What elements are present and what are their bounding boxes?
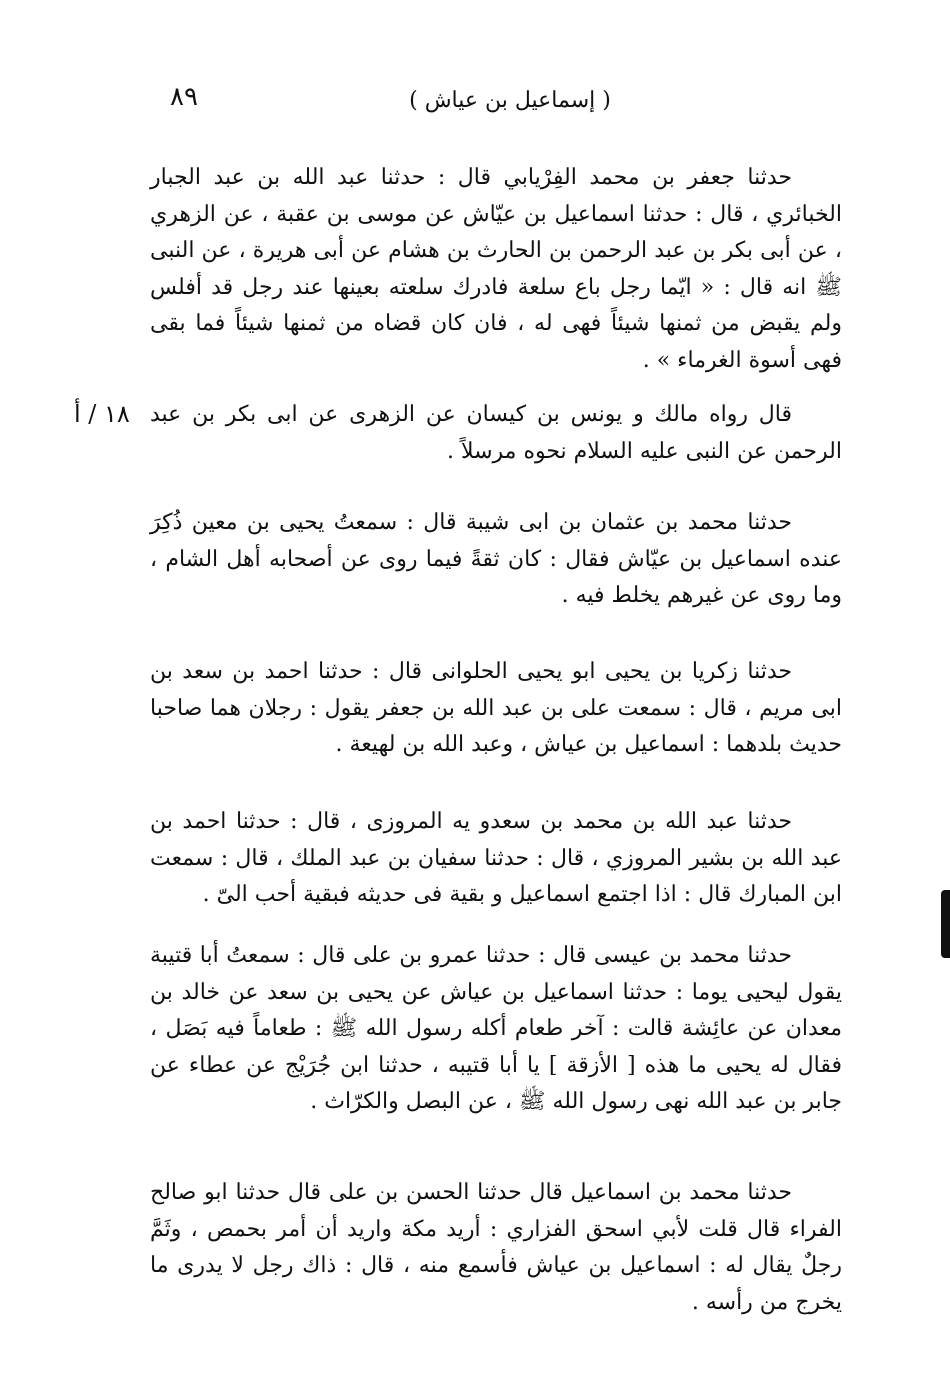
running-title: ( إسماعيل بن عياش ): [409, 88, 611, 113]
paragraph-text: حدثنا محمد بن عثمان بن ابى شيبة قال : سمعتُ يحيى بن معين ذُكِرَ عنده اسماعيل بن عيّاش فقال : كان ثقةً فيما روى عن أصحابه أهل الشام ، وما روى عن غيرهم يخلط فيه .: [150, 510, 842, 608]
paragraph-text: حدثنا جعفر بن محمد الفِرْيابي قال : حدثنا عبد الله بن عبد الجبار الخبائري ، قال : حدثنا اسماعيل بن عيّاش عن موسى بن عقبة ، عن الزهري ، عن أبى بكر بن عبد الرحمن بن الحارث بن هشام عن أبى هريرة ، عن النبى ﷺ انه قال : « ايّما رجل باع سلعة فادرك سلعته بعينها عند رجل قد أفلس ولم يقبض من ثمنها شيئاً فهى له ، فان كان قضاه من ثمنها شيئاً فما بقى فهى أسوة الغرماء » .: [150, 165, 842, 373]
paragraph-5: [150, 804, 842, 914]
paragraph-7: [150, 1175, 842, 1321]
paragraph-text: حدثنا عبد الله بن محمد بن سعدو يه المروزى ، قال : حدثنا احمد بن عبد الله بن بشير المروزي ، قال : حدثنا سفيان بن عبد الملك ، قال : سمعت ابن المبارك قال : اذا اجتمع اسماعيل و بقية فى حديثه فبقية أحب الىّ .: [150, 809, 842, 907]
page-number: ٨٩: [170, 82, 198, 112]
paragraph-text: حدثنا محمد بن عيسى قال : حدثنا عمرو بن على قال : سمعتُ أبا قتيبة يقول ليحيى يوما : حدثنا اسماعيل بن عياش عن يحيى بن سعد عن خالد بن معدان عن عائِشة قالت : آخر طعام أكله رسول الله ﷺ : طعاماً فيه بَصَل ، فقال له يحيى ما هذه [ الأزقة ] يا أبا قتيبه ، حدثنا ابن جُرَيْج عن عطاء عن جابر بن عبد الله نهى رسول الله ﷺ ، عن البصل والكرّاث .: [150, 943, 842, 1114]
paragraph-text: قال رواه مالك و يونس بن كيسان عن الزهرى عن ابى بكر بن عبد الرحمن عن النبى عليه السلام نحوه مرسلاً .: [150, 402, 842, 464]
paragraph-1: [150, 160, 842, 379]
paragraph-text: حدثنا زكريا بن يحيى ابو يحيى الحلوانى قال : حدثنا احمد بن سعد بن ابى مريم ، قال : سمعت على بن عبد الله بن جعفر يقول : رجلان هما صاحبا حديث بلدهما : اسماعيل بن عياش ، وعبد الله بن لهيعة .: [150, 659, 842, 757]
scan-edge-mark: [941, 890, 950, 958]
paragraph-3: [150, 505, 842, 615]
margin-folio-note: ١٨ / أ: [74, 400, 130, 428]
paragraph-2: [150, 397, 842, 470]
paragraph-4: [150, 654, 842, 764]
paragraph-text: حدثنا محمد بن اسماعيل قال حدثنا الحسن بن على قال حدثنا ابو صالح الفراء قال قلت لأبي اسحق الفزاري : أريد مكة واريد أن أمر بحمص ، وثَمَّ رجلٌ يقال له : اسماعيل بن عياش فأسمع منه ، قال : ذاك رجل لا يدرى ما يخرج من رأسه .: [150, 1180, 842, 1315]
paragraph-6: [150, 938, 842, 1121]
